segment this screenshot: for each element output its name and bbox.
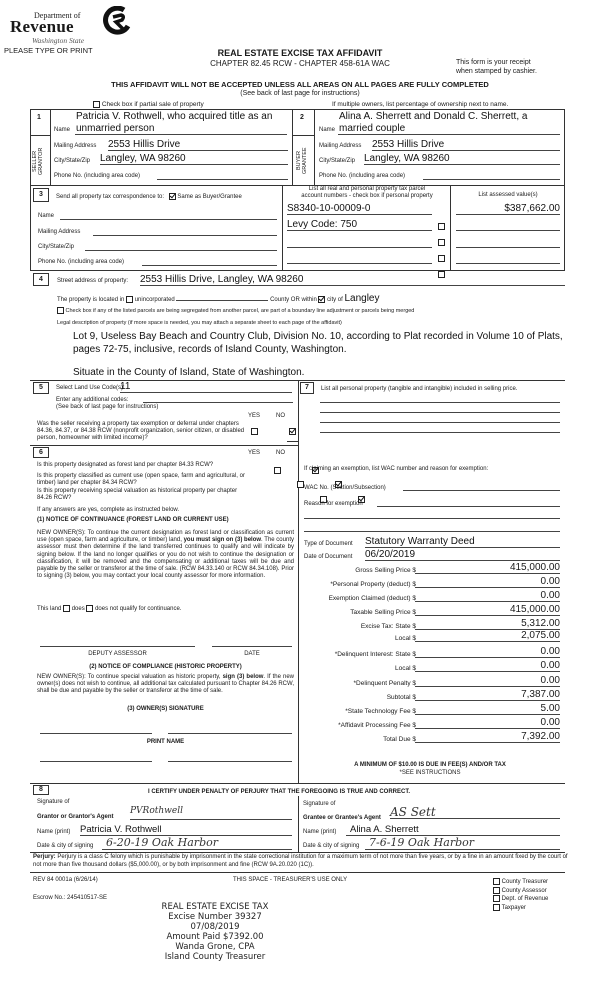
excise-state-field[interactable]: 5,312.00 [415,618,560,630]
please-type-text: PLEASE TYPE OR PRINT [4,46,93,55]
print-name-label: PRINT NAME [146,739,185,745]
tax-phone-label: Phone No. (including area code) [38,259,125,265]
segregated-label: Check box if any of the listed parcels are being segregated from another parcel, are part of a boundary line adjustment or parcels being merged [65,307,415,314]
segregated-row [57,307,414,314]
delinquent-interest-state-label: *Delinquent Interest: State $ [334,651,416,658]
divider [30,135,50,136]
grantor-signature-field[interactable]: PVRothwell [130,806,292,820]
escrow-label: Escrow No.: [33,895,66,901]
divider [292,135,314,136]
legal-description-label: Legal description of property (if more space is needed, you may attach a separate sheet to each page of the affidavit) [57,320,342,326]
unincorporated-checkbox[interactable] [126,296,133,303]
section-8-number: 8 [33,785,49,795]
doc-type-label: Type of Document [304,541,353,547]
divider [564,185,565,270]
located-in-label: The property is located in [57,297,125,303]
copy-county-assessor: County Assessor [493,887,548,896]
county-or-within-label: County OR within [270,297,317,303]
grantor-agent-label: Grantor or Grantor's Agent [37,814,114,820]
minimum-due-note: A MINIMUM OF $10.00 IS DUE IN FEE(S) AND/OR TAX [354,762,506,768]
county-field[interactable] [176,294,268,301]
yes-header: YES [248,450,261,456]
section-6-number: 6 [33,447,49,458]
grantor-name-field[interactable]: Patricia V. Rothwell [80,824,292,836]
subtotal-field[interactable]: 7,387.00 [415,689,560,701]
perjury-notice: Perjury: Perjury is a class C felony which is punishable by imprisonment in the state correctional institution for a maximum term of not more than five years, or by a fine in an amount fixed by the court of not more than five thousand dollars ($5,000.00), or by both imprisonment and fine (RCW 9A.20.020 (1C)). [33,854,568,868]
seller-city-field[interactable]: Langley, WA 98260 [100,153,288,165]
taxable-selling-price-field[interactable]: 415,000.00 [415,604,560,616]
subtotal-label: Subtotal $ [386,694,416,701]
divider [282,185,283,270]
parcel-number-field[interactable] [287,236,432,248]
buyer-city-label: City/State/Zip [319,158,356,164]
gross-selling-price-field[interactable]: 415,000.00 [415,562,560,574]
tax-city-field[interactable] [85,243,277,251]
reason-label: Reason for exemption [304,501,363,507]
stamp-line: Amount Paid $7392.00 [166,932,264,942]
notice-continuance-title: (1) NOTICE OF CONTINUANCE (FOREST LAND OR CURRENT USE) [37,517,229,523]
logo-r-icon [102,6,132,36]
legal-description-line: pages 72-75, inclusive, records of Island County, Washington. [73,344,347,355]
divider [30,109,31,185]
grantee-date-city-field[interactable]: 7-6-19 Oak Harbor [365,836,560,850]
stamp-line: REAL ESTATE EXCISE TAX [161,902,269,912]
owner-signature-title: (3) OWNER(S) SIGNATURE [127,706,204,712]
completion-warning: THIS AFFIDAVIT WILL NOT BE ACCEPTED UNLESS ALL AREAS ON ALL PAGES ARE FULLY COMPLETED [111,80,489,89]
divider [30,445,298,446]
logo-name-text: Revenue [10,17,74,36]
seller-phone-field[interactable] [157,171,288,180]
doc-date-field[interactable]: 06/20/2019 [365,549,560,561]
grantee-name-label: Name (print) [303,829,337,835]
seller-mailing-label: Mailing Address [54,143,97,149]
state-technology-fee-field[interactable]: 5.00 [415,703,560,715]
personal-property-label: List all personal property (tangible and intangible) included in selling price. [321,386,518,392]
receipt-note-line1: This form is your receipt [456,59,531,66]
forest-land-question: Is this property designated as forest land per chapter 84.33 RCW? [37,462,214,468]
section-4-number: 4 [33,273,49,286]
receipt-note [456,59,537,76]
total-due-label: Total Due $ [383,736,416,743]
buyer-city-field[interactable]: Langley, WA 98260 [364,153,560,165]
notice-continuance-text: NEW OWNER(S): To continue the current designation as forest land or classification as current use (open space, farm and agriculture, or timber) land, you must sign on (3) below. The county assessor must then determine if the land transferred continues to qualify and will indicate by signing below. If the land no longer qualifies or you do not wish to continue the designation or classification, it will be removed and the compensating or additional taxes will be due and payable by the seller or transferor at the time of sale. (RCW 84.33.140 or RCW 84.34.108). Prior to signing (3) below, you may contact your local county assessor for more information. [37,530,294,580]
no-header: NO [276,413,285,419]
escrow-row [33,895,107,901]
reason-field[interactable] [377,499,560,507]
seller-city-label: City/State/Zip [54,158,91,164]
affidavit-processing-fee-field[interactable]: 0.00 [415,717,560,729]
divider [30,185,31,270]
assessor-date-line[interactable] [212,646,292,647]
logo-state-text: Washington State [32,36,85,45]
parcel-number-field[interactable] [287,252,432,264]
assessed-header: List assessed value(s) [478,192,538,198]
qualify-row [37,605,181,612]
doc-date-label: Date of Document [304,554,353,560]
divider [30,783,565,784]
seller-name-label: Name [54,127,71,133]
tax-city-label: City/State/Zip [38,244,75,250]
qualify-does-label: does [71,606,85,613]
divider [298,796,299,852]
personal-property-deduct-label: *Personal Property (deduct) $ [330,581,416,588]
logo-dept-text: Department of [34,11,81,20]
delinquent-interest-state-field[interactable]: 0.00 [415,646,560,658]
grantor-date-label: Date & city of signing [37,843,94,849]
section-7-number: 7 [300,382,314,394]
divider [30,872,565,873]
additional-codes-field[interactable] [143,396,293,403]
owner-signature-line[interactable] [40,733,152,734]
reason-field-line3[interactable] [304,524,560,532]
yes-header: YES [248,413,261,419]
copy-checkbox[interactable] [493,887,500,894]
deputy-assessor-line[interactable] [40,646,195,647]
legal-description-line: Lot 9, Useless Bay Beach and Country Club, Division No. 10, according to Plat recorded in Volume 10 of Plats, [73,331,563,342]
tax-name-field[interactable] [60,212,277,220]
section-1-number: 1 [37,114,41,121]
treasurer-stamp [150,902,280,962]
buyer-name-field[interactable]: married couple [339,123,406,134]
print-name-line[interactable] [168,761,292,762]
reason-field-line2[interactable] [304,511,560,519]
tax-phone-field[interactable] [142,258,277,266]
copy-county-treasurer: County Treasurer [493,878,548,887]
personal-property-deduct-field[interactable]: 0.00 [415,576,560,588]
buyer-name-line1: Alina A. Sherrett and Donald C. Sherrett, a [339,111,528,122]
copy-checkbox[interactable] [493,904,500,911]
if-yes-note: If any answers are yes, complete as instructed below. [37,507,180,513]
treasurer-use-label: THIS SPACE - TREASURER'S USE ONLY [233,877,348,883]
grantee-name-field[interactable]: Alina A. Sherrett [346,824,560,836]
exemption-claimed-field[interactable]: 0.00 [415,590,560,602]
land-use-field[interactable]: 11 [120,381,292,393]
parcel-number-field[interactable]: Levy Code: 750 [287,219,432,231]
assessed-value-field[interactable]: $387,662.00 [456,203,560,215]
form-title: REAL ESTATE EXCISE TAX AFFIDAVIT [217,48,383,58]
grantee-date-label: Date & city of signing [303,843,360,849]
stamp-line: 07/08/2019 [190,922,240,932]
notice-compliance-text: NEW OWNER(S): To continue special valuation as historic property, sign (3) below. If the new owner(s) does not wish to continue, all additional tax calculated pursuant to Chapter 84.26 RCW, shall be due and payable by the seller or transferor at the time of sale. [37,674,294,695]
multiple-owners-note: If multiple owners, list percentage of ownership next to name. [332,101,509,108]
buyer-name-label: Name [319,127,336,133]
state-technology-fee-label: *State Technology Fee $ [345,708,416,715]
parcel-number-field[interactable]: S8340-10-00009-0 [287,203,432,215]
divider [30,852,565,853]
additional-codes-label: Enter any additional codes: [56,397,129,403]
grantor-date-city-field[interactable]: 6-20-19 Oak Harbor [102,836,292,850]
owner-signature-line[interactable] [168,733,292,734]
same-as-buyer-checkbox[interactable] [169,193,176,200]
grantee-sig-label: Signature of [303,801,336,807]
current-use-question: Is this property classified as current use (open space, farm and agricultural, or timber) land per chapter 84.34 RCW? [37,473,245,486]
see-instructions-note: *SEE INSTRUCTIONS [399,770,461,776]
qualify-does-checkbox[interactable] [63,605,70,612]
parcel-header: List all real and personal property tax parcel account numbers - check box if personal property [301,186,433,199]
wac-label: WAC No. (Section/Subsection) [304,485,386,491]
excise-local-label: Local $ [395,635,416,642]
land-use-label: Select Land Use Code(s): [56,385,125,391]
divider [292,109,293,185]
stamp-line: Wanda Grone, CPA [175,942,255,952]
divider [30,109,565,110]
section-5-number: 5 [33,382,49,394]
delinquent-interest-local-label: Local $ [395,665,416,672]
divider [287,441,298,442]
city-of-label: city of [327,297,343,303]
unincorporated-label: unincorporated [134,297,175,303]
copy-taxpayer: Taxpayer [493,904,548,913]
exemption-claimed-label: Exemption Claimed (deduct) $ [328,595,416,602]
partial-sale-label: Check box if partial sale of property [101,101,204,109]
assessed-value-field[interactable] [456,252,560,264]
assessed-value-field[interactable] [456,236,560,248]
form-subtitle: CHAPTER 82.45 RCW - CHAPTER 458-61A WAC [210,59,390,68]
total-due-field[interactable]: 7,392.00 [415,731,560,743]
partial-sale-row [93,101,204,108]
buyer-phone-field[interactable] [423,171,560,180]
qualify-does-not-checkbox[interactable] [86,605,93,612]
city-checkbox[interactable] [318,296,325,303]
escrow-value: 245410517-SE [67,895,108,901]
legal-description-line: Situate in the County of Island, State of Washington. [73,367,305,378]
delinquent-interest-local-field[interactable]: 0.00 [415,660,560,672]
seller-grantor-label: SELLER GRANTOR [32,147,44,175]
seller-name-line1: Patricia V. Rothwell, who acquired title as an [76,111,273,122]
grantee-agent-label: Grantee or Grantee's Agent [303,815,381,821]
excise-state-label: Excise Tax: State $ [360,623,416,630]
gross-selling-price-label: Gross Selling Price $ [355,567,416,574]
copy-distribution-list [493,878,548,912]
historical-question: Is this property receiving special valuation as historical property per chapter 84.26 RCW? [37,488,238,501]
grantor-name-label: Name (print) [37,829,71,835]
qualify-prefix: This land [37,606,62,613]
section-3-number: 3 [33,188,49,202]
section-2-number: 2 [300,114,304,121]
forest-land-yes-checkbox[interactable] [274,467,281,474]
current-use-yes-checkbox[interactable] [297,481,304,488]
buyer-grantee-label: BUYER GRANTEE [296,147,308,175]
additional-codes-note: (See back of last page for instructions) [56,404,159,410]
seller-name-underline [75,134,287,135]
send-to-label: Send all property tax correspondence to: [56,194,165,201]
excise-local-field[interactable]: 2,075.00 [415,630,560,642]
dor-logo [6,6,132,66]
instructions-note: (See back of last page for instructions) [240,90,360,97]
grantor-sig-label: Signature of [37,799,70,805]
divider [50,109,51,185]
buyer-name-underline [338,134,560,135]
stamp-line: Island County Treasurer [164,952,266,962]
exemption-claim-label: If claiming an exemption, list WAC number and reason for exemption: [304,466,489,472]
divider [314,109,315,185]
doc-type-field[interactable]: Statutory Warranty Deed [365,536,560,548]
send-to-row [56,193,242,200]
tax-name-label: Name [38,213,55,219]
seller-mailing-field[interactable]: 2553 Hillis Drive [108,139,288,151]
segregated-checkbox[interactable] [57,307,64,314]
assessor-date-label: DATE [244,651,260,657]
no-header: NO [276,450,285,456]
buyer-phone-label: Phone No. (including area code) [319,173,406,179]
certify-statement: I CERTIFY UNDER PENALTY OF PERJURY THAT THE FOREGOING IS TRUE AND CORRECT. [148,789,411,795]
tax-mailing-field[interactable] [93,228,277,236]
deputy-assessor-label: DEPUTY ASSESSOR [88,651,147,657]
notice-compliance-title: (2) NOTICE OF COMPLIANCE (HISTORIC PROPERTY) [89,664,242,670]
location-row [57,293,567,304]
grantee-signature-field[interactable]: AS Sett [390,805,560,819]
delinquent-penalty-field[interactable]: 0.00 [415,675,560,687]
same-as-buyer-label: Same as Buyer/Grantee [177,194,242,201]
tax-mailing-label: Mailing Address [38,229,81,235]
form-revision: REV 84 0001a (6/26/14) [33,877,98,883]
exemption-no-checkbox[interactable] [289,428,296,435]
qualify-does-not-label: does not qualify for continuance. [95,606,182,613]
wac-field[interactable] [403,483,560,491]
receipt-note-line2: when stamped by cashier. [456,67,537,75]
city-field[interactable]: Langley [344,293,380,304]
buyer-mailing-field[interactable]: 2553 Hillis Drive [372,139,560,151]
partial-sale-checkbox[interactable] [93,101,100,108]
buyer-mailing-label: Mailing Address [319,143,362,149]
copy-checkbox[interactable] [493,895,500,902]
print-name-line[interactable] [40,761,152,762]
divider [564,109,565,185]
exemption-question: Was the seller receiving a property tax exemption or deferral under chapters 84.36, 84.37, or 84.38 RCW (nonprofit organization, senior citizen, or disabled person, homeowner with limited income)? [37,421,245,441]
seller-name-field[interactable]: unmarried person [76,123,155,134]
taxable-selling-price-label: Taxable Selling Price $ [350,609,416,616]
assessed-value-field[interactable] [456,219,560,231]
delinquent-penalty-label: *Delinquent Penalty $ [353,680,416,687]
exemption-yes-checkbox[interactable] [251,428,258,435]
divider [450,185,451,270]
affidavit-processing-fee-label: *Affidavit Processing Fee $ [338,722,416,729]
street-address-label: Street address of property: [57,278,129,284]
personal-property-field[interactable] [320,396,560,436]
copy-dept-revenue: Dept. of Revenue [493,895,548,904]
stamp-line: Excise Number 39327 [168,912,262,922]
copy-checkbox[interactable] [493,878,500,885]
seller-phone-label: Phone No. (including area code) [54,173,141,179]
street-address-field[interactable]: 2553 Hillis Drive, Langley, WA 98260 [140,274,565,286]
legal-description-field[interactable] [73,330,573,379]
